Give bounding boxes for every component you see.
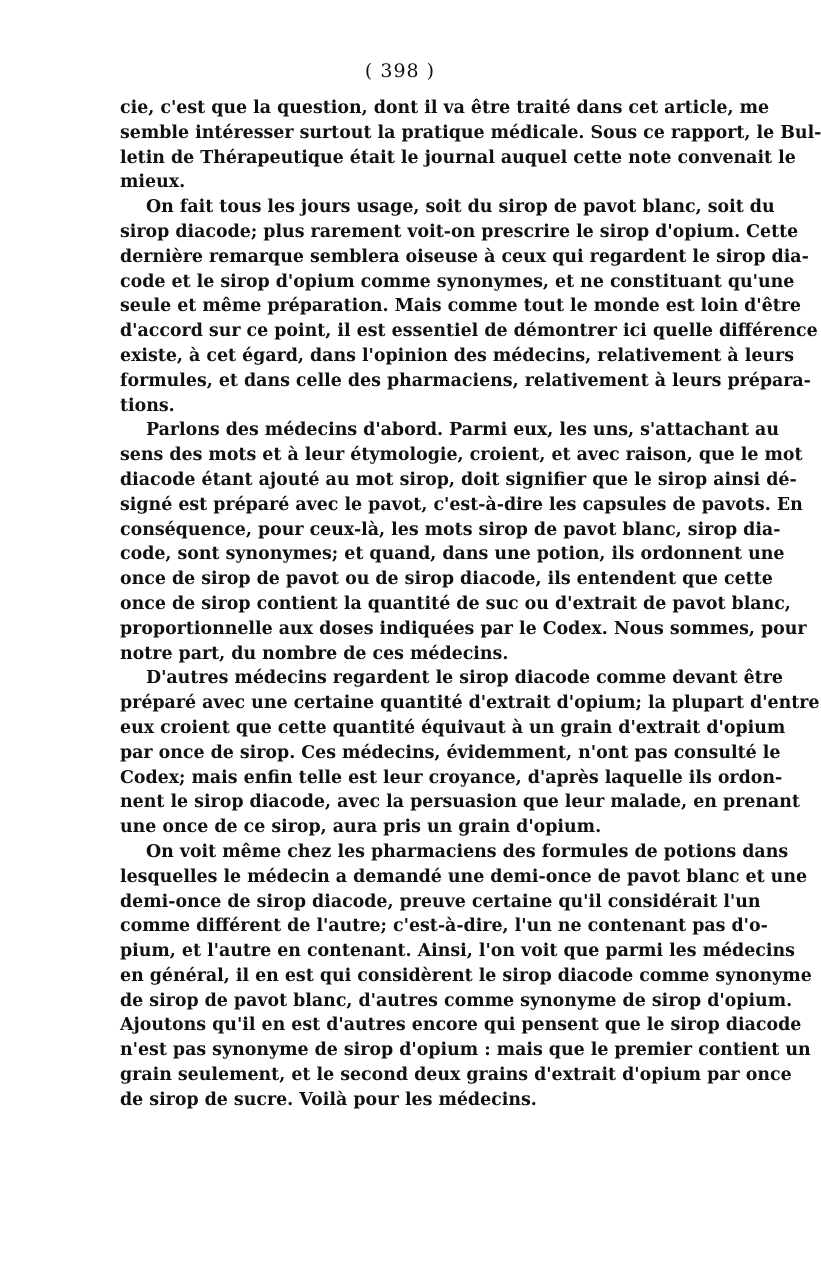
text-line: Parlons des médecins d'abord. Parmi eux, les uns, s'attachant au [146,420,779,441]
text-line: letin de Thérapeutique était le journal auquel cette note convenait le [120,147,796,168]
text-line: On fait tous les jours usage, soit du sirop de pavot blanc, soit du [146,197,775,218]
text-line: par once de sirop. Ces médecins, évidemment, n'ont pas consulté le [120,742,781,763]
text-line: préparé avec une certaine quantité d'extrait d'opium; la plupart d'entre [120,693,820,714]
text-line: d'accord sur ce point, il est essentiel de démontrer ici quelle différence [120,321,818,342]
text-line: Ajoutons qu'il en est d'autres encore qui pensent que le sirop diacode [120,1015,802,1036]
text-line: semble intéresser surtout la pratique médicale. Sous ce rapport, le Bul- [120,122,821,143]
text-line: D'autres médecins regardent le sirop diacode comme devant être [146,668,783,689]
text-line: pium, et l'autre en contenant. Ainsi, l'on voit que parmi les médecins [120,941,795,962]
text-line: de sirop de pavot blanc, d'autres comme synonyme de sirop d'opium. [120,990,793,1011]
text-line: On voit même chez les pharmaciens des formules de potions dans [146,841,789,862]
text-line: Codex; mais enfin telle est leur croyance, d'après laquelle ils ordon- [120,767,783,788]
text-line: eux croient que cette quantité équivaut à un grain d'extrait d'opium [120,717,786,738]
paragraph-5 [120,840,812,1113]
text-line: once de sirop contient la quantité de suc ou d'extrait de pavot blanc, [120,593,791,614]
text-line: grain seulement, et le second deux grains d'extrait d'opium par once [120,1065,792,1086]
text-line: en général, il en est qui considèrent le sirop diacode comme synonyme [120,965,812,986]
text-line: nent le sirop diacode, avec la persuasion que leur malade, en prenant [120,792,800,813]
text-line: existe, à cet égard, dans l'opinion des médecins, relativement à leurs [120,345,794,366]
text-line: proportionnelle aux doses indiquées par le Codex. Nous sommes, pour [120,618,807,639]
text-line: signé est préparé avec le pavot, c'est-à-dire les capsules de pavots. En [120,494,803,515]
page-number: ( 398 ) [364,60,436,82]
paragraph-2 [120,195,818,418]
text-line: tions. [120,395,175,416]
text-line: demi-once de sirop diacode, preuve certaine qu'il considérait l'un [120,891,761,912]
paragraph-1 [120,96,821,195]
paragraph-4 [120,666,820,840]
text-line: code et le sirop d'opium comme synonymes, et ne constituant qu'une [120,271,795,292]
body-text [120,96,821,1113]
text-line: mieux. [120,172,186,193]
text-line: une once de ce sirop, aura pris un grain d'opium. [120,817,602,838]
text-line: sens des mots et à leur étymologie, croient, et avec raison, que le mot [120,445,803,466]
text-line: code, sont synonymes; et quand, dans une potion, ils ordonnent une [120,544,785,565]
text-line: n'est pas synonyme de sirop d'opium : mais que le premier contient un [120,1040,811,1061]
text-line: dernière remarque semblera oiseuse à ceux qui regardent le sirop dia- [120,246,809,267]
text-line: once de sirop de pavot ou de sirop diacode, ils entendent que cette [120,569,773,590]
text-line: comme différent de l'autre; c'est-à-dire, l'un ne contenant pas d'o- [120,916,768,937]
text-line: conséquence, pour ceux-là, les mots sirop de pavot blanc, sirop dia- [120,519,781,540]
text-line: formules, et dans celle des pharmaciens, relativement à leurs prépara- [120,370,811,391]
text-line: diacode étant ajouté au mot sirop, doit signifier que le sirop ainsi dé- [120,469,797,490]
paragraph-3 [120,418,807,666]
text-line: seule et même préparation. Mais comme tout le monde est loin d'être [120,296,801,317]
text-line: sirop diacode; plus rarement voit-on prescrire le sirop d'opium. Cette [120,221,799,242]
text-line: cie, c'est que la question, dont il va être traité dans cet article, me [120,98,770,118]
text-line: de sirop de sucre. Voilà pour les médecins. [120,1089,537,1110]
text-line: lesquelles le médecin a demandé une demi-once de pavot blanc et une [120,866,808,887]
text-line: notre part, du nombre de ces médecins. [120,643,509,664]
